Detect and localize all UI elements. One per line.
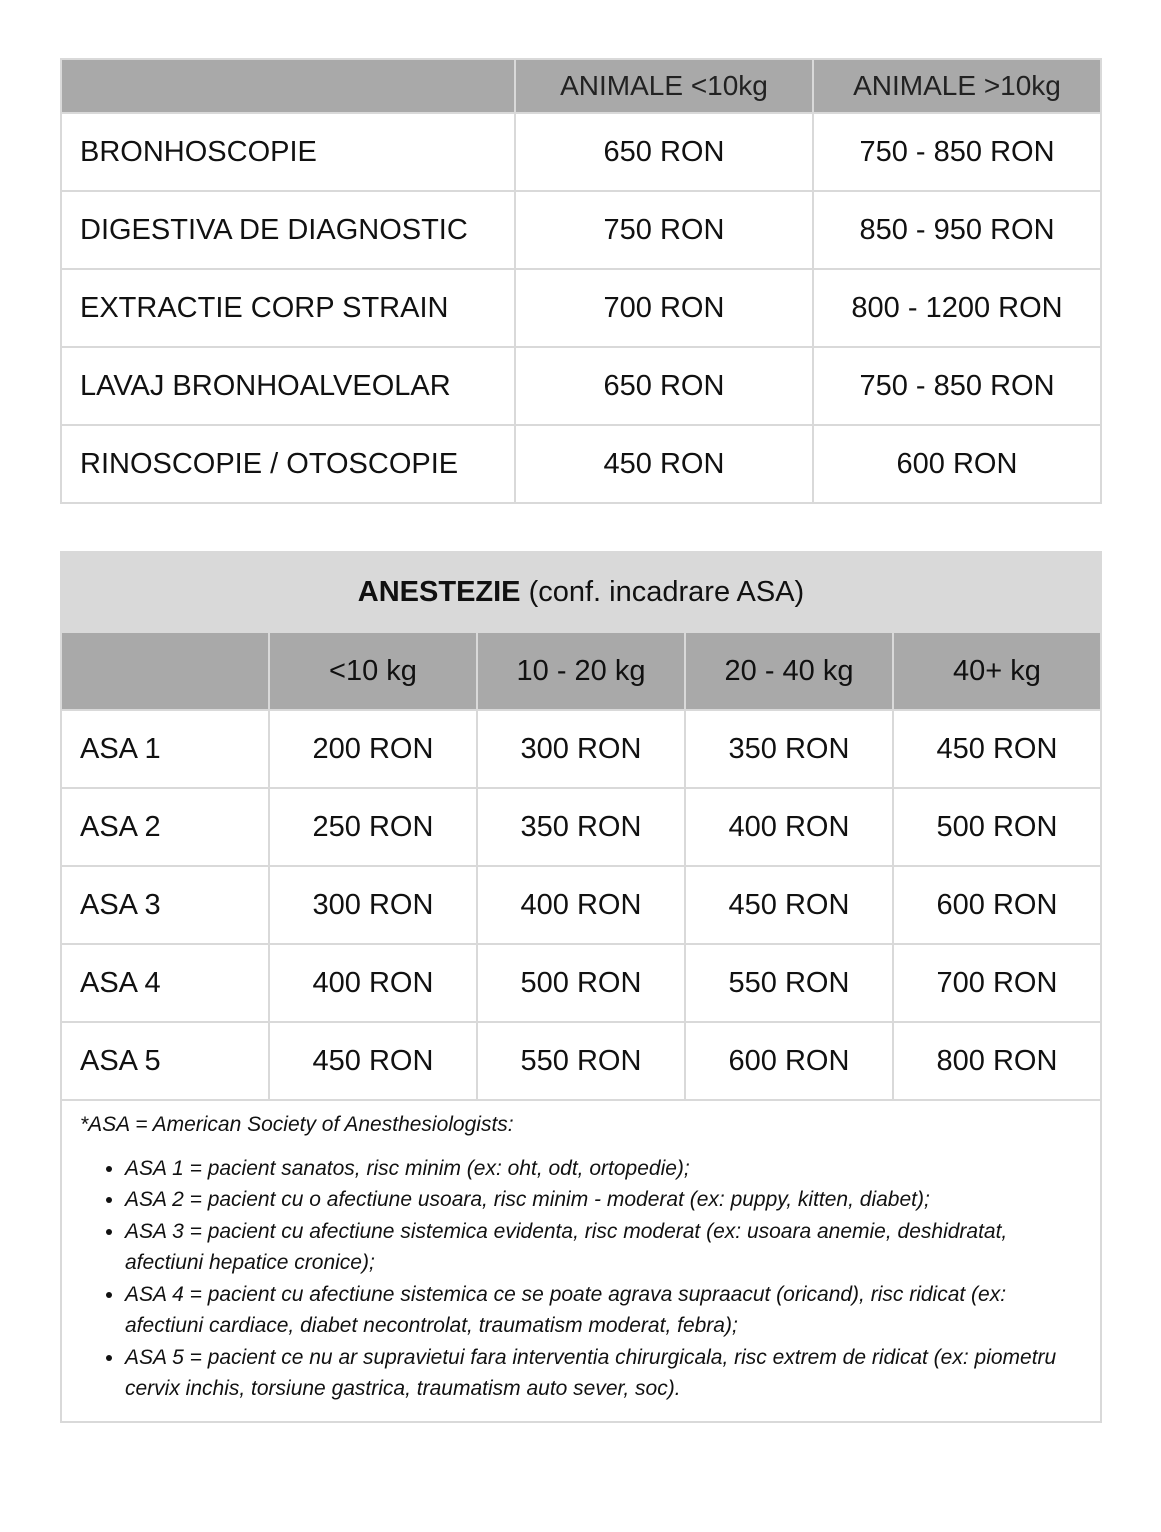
price-over-10kg: 800 - 1200 RON xyxy=(813,269,1101,347)
price-under-10kg: 450 RON xyxy=(515,425,813,503)
list-item: • ASA 2 = pacient cu o afectiune usoara, risc minim - moderat (ex: puppy, kitten, diabet); xyxy=(125,1184,1080,1216)
asa-notes-list xyxy=(80,1153,1080,1405)
header-cell-procedure xyxy=(61,59,515,113)
price-cell: 250 RON xyxy=(269,788,477,866)
procedure-name: LAVAJ BRONHOALVEOLAR xyxy=(61,347,515,425)
price-cell: 550 RON xyxy=(477,1022,685,1100)
price-cell: 350 RON xyxy=(477,788,685,866)
weight-header-row xyxy=(61,632,1101,710)
asa-class: ASA 5 xyxy=(61,1022,269,1100)
price-cell: 400 RON xyxy=(477,866,685,944)
asa-notes-row xyxy=(61,1100,1101,1422)
anesthesia-price-table xyxy=(60,551,1102,1423)
price-under-10kg: 700 RON xyxy=(515,269,813,347)
list-item: • ASA 3 = pacient cu afectiune sistemica evidenta, risc moderat (ex: usoara anemie, deshidratat, afectiuni hepatice cronice); xyxy=(125,1216,1080,1279)
price-cell: 450 RON xyxy=(269,1022,477,1100)
asa-class: ASA 1 xyxy=(61,710,269,788)
price-cell: 600 RON xyxy=(893,866,1101,944)
asa-notes-intro: *ASA = American Society of Anesthesiologists: xyxy=(80,1113,514,1136)
asa-class: ASA 2 xyxy=(61,788,269,866)
price-cell: 300 RON xyxy=(477,710,685,788)
price-under-10kg: 650 RON xyxy=(515,347,813,425)
table-row xyxy=(61,788,1101,866)
asa-class: ASA 4 xyxy=(61,944,269,1022)
anesthesia-title-bold: ANESTEZIE xyxy=(357,575,521,608)
anesthesia-title xyxy=(61,552,1101,632)
price-cell: 500 RON xyxy=(477,944,685,1022)
price-cell: 550 RON xyxy=(685,944,893,1022)
price-cell: 500 RON xyxy=(893,788,1101,866)
asa-notes xyxy=(61,1100,1101,1422)
list-item: • ASA 5 = pacient ce nu ar supravietui fara interventia chirurgicala, risc extrem de ridicat (ex: piometru cervix inchis, torsiune gastrica, traumatism auto sever, soc). xyxy=(125,1342,1080,1405)
price-over-10kg: 750 - 850 RON xyxy=(813,347,1101,425)
procedure-name: EXTRACTIE CORP STRAIN xyxy=(61,269,515,347)
table-row xyxy=(61,944,1101,1022)
price-cell: 800 RON xyxy=(893,1022,1101,1100)
table-header-row xyxy=(61,59,1101,113)
anesthesia-title-rest: (conf. incadrare ASA) xyxy=(520,575,805,608)
header-cell-20-40kg: 20 - 40 kg xyxy=(685,632,893,710)
header-cell-40plus-kg: 40+ kg xyxy=(893,632,1101,710)
price-cell: 300 RON xyxy=(269,866,477,944)
header-cell-over-10kg: ANIMALE >10kg xyxy=(813,59,1101,113)
price-cell: 200 RON xyxy=(269,710,477,788)
list-item: • ASA 1 = pacient sanatos, risc minim (ex: oht, odt, ortopedie); xyxy=(125,1153,1080,1185)
price-cell: 600 RON xyxy=(685,1022,893,1100)
asa-class: ASA 3 xyxy=(61,866,269,944)
price-cell: 350 RON xyxy=(685,710,893,788)
procedure-name: RINOSCOPIE / OTOSCOPIE xyxy=(61,425,515,503)
table-row xyxy=(61,425,1101,503)
table-row xyxy=(61,269,1101,347)
price-cell: 400 RON xyxy=(269,944,477,1022)
price-under-10kg: 750 RON xyxy=(515,191,813,269)
price-cell: 400 RON xyxy=(685,788,893,866)
header-cell-under-10kg: <10 kg xyxy=(269,632,477,710)
table-row xyxy=(61,347,1101,425)
price-over-10kg: 600 RON xyxy=(813,425,1101,503)
table-row xyxy=(61,710,1101,788)
table-row xyxy=(61,866,1101,944)
price-under-10kg: 650 RON xyxy=(515,113,813,191)
table-row xyxy=(61,113,1101,191)
header-cell-under-10kg: ANIMALE <10kg xyxy=(515,59,813,113)
procedure-name: BRONHOSCOPIE xyxy=(61,113,515,191)
list-item: • ASA 4 = pacient cu afectiune sistemica ce se poate agrava supraacut (oricand), risc ridicat (ex: afectiuni cardiace, diabet necontrolat, traumatism moderat, febra); xyxy=(125,1279,1080,1342)
header-cell-10-20kg: 10 - 20 kg xyxy=(477,632,685,710)
procedure-name: DIGESTIVA DE DIAGNOSTIC xyxy=(61,191,515,269)
table-row xyxy=(61,191,1101,269)
price-over-10kg: 850 - 950 RON xyxy=(813,191,1101,269)
endoscopy-price-table xyxy=(60,58,1102,504)
anesthesia-title-row xyxy=(61,552,1101,632)
table-row xyxy=(61,1022,1101,1100)
price-over-10kg: 750 - 850 RON xyxy=(813,113,1101,191)
price-cell: 450 RON xyxy=(685,866,893,944)
header-cell-asa xyxy=(61,632,269,710)
price-cell: 450 RON xyxy=(893,710,1101,788)
price-cell: 700 RON xyxy=(893,944,1101,1022)
